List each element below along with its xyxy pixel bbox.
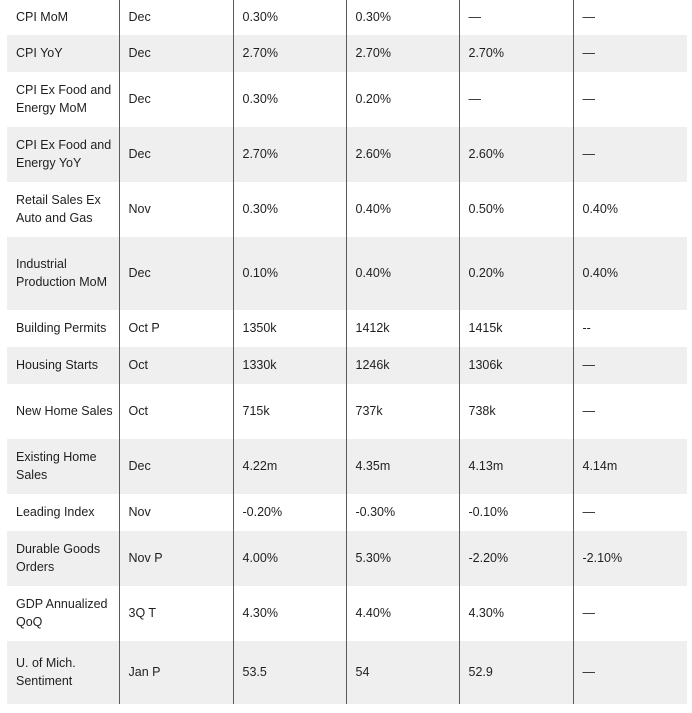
period-cell: Dec xyxy=(119,0,233,35)
indicator-cell: CPI Ex Food and Energy YoY xyxy=(7,127,119,182)
value-cell: — xyxy=(459,0,573,35)
value-cell: 4.00% xyxy=(233,531,346,586)
indicator-cell: Existing Home Sales xyxy=(7,439,119,494)
value-cell: -0.30% xyxy=(346,494,459,531)
value-cell: 0.40% xyxy=(346,182,459,237)
table-row xyxy=(7,35,687,72)
indicator-cell: Industrial Production MoM xyxy=(7,237,119,310)
value-cell: 4.30% xyxy=(459,586,573,641)
value-cell: 0.40% xyxy=(573,182,687,237)
value-cell: 0.40% xyxy=(346,237,459,310)
value-cell: — xyxy=(573,641,687,704)
table-row xyxy=(7,182,687,237)
value-cell: 4.35m xyxy=(346,439,459,494)
period-cell: 3Q T xyxy=(119,586,233,641)
table-row xyxy=(7,72,687,127)
value-cell: 53.5 xyxy=(233,641,346,704)
value-cell: 52.9 xyxy=(459,641,573,704)
value-cell: -0.20% xyxy=(233,494,346,531)
value-cell: 0.20% xyxy=(459,237,573,310)
table-row xyxy=(7,641,687,704)
indicator-cell: Durable Goods Orders xyxy=(7,531,119,586)
table-row xyxy=(7,531,687,586)
value-cell: -2.20% xyxy=(459,531,573,586)
value-cell: 737k xyxy=(346,384,459,439)
period-cell: Jan P xyxy=(119,641,233,704)
indicator-cell: CPI MoM xyxy=(16,9,69,24)
value-cell: 738k xyxy=(459,384,573,439)
value-cell: 4.30% xyxy=(233,586,346,641)
value-cell: 1412k xyxy=(346,310,459,347)
value-cell: — xyxy=(573,347,687,384)
value-cell: 2.70% xyxy=(233,35,346,72)
table-row xyxy=(7,439,687,494)
indicator-cell: New Home Sales xyxy=(16,403,113,418)
period-cell: Nov xyxy=(119,182,233,237)
value-cell: 0.20% xyxy=(346,72,459,127)
value-cell: 0.30% xyxy=(233,182,346,237)
value-cell: 1246k xyxy=(346,347,459,384)
value-cell: 4.13m xyxy=(459,439,573,494)
value-cell: 0.30% xyxy=(233,72,346,127)
value-cell: 2.70% xyxy=(233,127,346,182)
value-cell: 0.50% xyxy=(459,182,573,237)
table-row xyxy=(7,127,687,182)
period-cell: Dec xyxy=(119,35,233,72)
indicator-cell: CPI YoY xyxy=(7,35,119,72)
table-row xyxy=(7,347,687,384)
value-cell: 1330k xyxy=(233,347,346,384)
value-cell: — xyxy=(459,72,573,127)
economic-data-table xyxy=(7,0,687,704)
indicator-cell: Leading Index xyxy=(16,504,95,519)
value-cell: 0.30% xyxy=(233,0,346,35)
value-cell: 1350k xyxy=(233,310,346,347)
value-cell: — xyxy=(573,35,687,72)
period-cell: Dec xyxy=(119,439,233,494)
indicator-cell: GDP Annualized QoQ xyxy=(16,597,108,629)
indicator-cell: Housing Starts xyxy=(7,347,119,384)
period-cell: Oct P xyxy=(119,310,233,347)
indicator-cell: Retail Sales Ex Auto and Gas xyxy=(16,193,101,225)
indicator-cell: U. of Mich. Sentiment xyxy=(7,641,119,704)
value-cell: 0.30% xyxy=(346,0,459,35)
value-cell: 2.70% xyxy=(346,35,459,72)
value-cell: 0.40% xyxy=(573,237,687,310)
value-cell: -2.10% xyxy=(573,531,687,586)
value-cell: — xyxy=(573,72,687,127)
value-cell: 4.14m xyxy=(573,439,687,494)
period-cell: Nov xyxy=(119,494,233,531)
table-row xyxy=(7,586,687,641)
indicator-cell: CPI Ex Food and Energy MoM xyxy=(16,83,112,115)
value-cell: — xyxy=(573,384,687,439)
value-cell: — xyxy=(573,494,687,531)
table-row xyxy=(7,384,687,439)
value-cell: 5.30% xyxy=(346,531,459,586)
table-row xyxy=(7,310,687,347)
value-cell: 4.22m xyxy=(233,439,346,494)
table-row xyxy=(7,494,687,531)
value-cell: — xyxy=(573,127,687,182)
period-cell: Oct xyxy=(119,384,233,439)
value-cell: 1306k xyxy=(459,347,573,384)
value-cell: 715k xyxy=(233,384,346,439)
data-table xyxy=(7,0,687,704)
table-row xyxy=(7,0,687,35)
value-cell: 2.60% xyxy=(459,127,573,182)
value-cell: 2.60% xyxy=(346,127,459,182)
period-cell: Oct xyxy=(119,347,233,384)
value-cell: -- xyxy=(573,310,687,347)
period-cell: Dec xyxy=(119,237,233,310)
period-cell: Dec xyxy=(119,72,233,127)
value-cell: 1415k xyxy=(459,310,573,347)
indicator-cell: Building Permits xyxy=(16,320,107,335)
table-row xyxy=(7,237,687,310)
value-cell: 54 xyxy=(346,641,459,704)
value-cell: 2.70% xyxy=(459,35,573,72)
value-cell: 0.10% xyxy=(233,237,346,310)
value-cell: 4.40% xyxy=(346,586,459,641)
value-cell: — xyxy=(573,0,687,35)
value-cell: -0.10% xyxy=(459,494,573,531)
period-cell: Dec xyxy=(119,127,233,182)
period-cell: Nov P xyxy=(119,531,233,586)
value-cell: — xyxy=(573,586,687,641)
